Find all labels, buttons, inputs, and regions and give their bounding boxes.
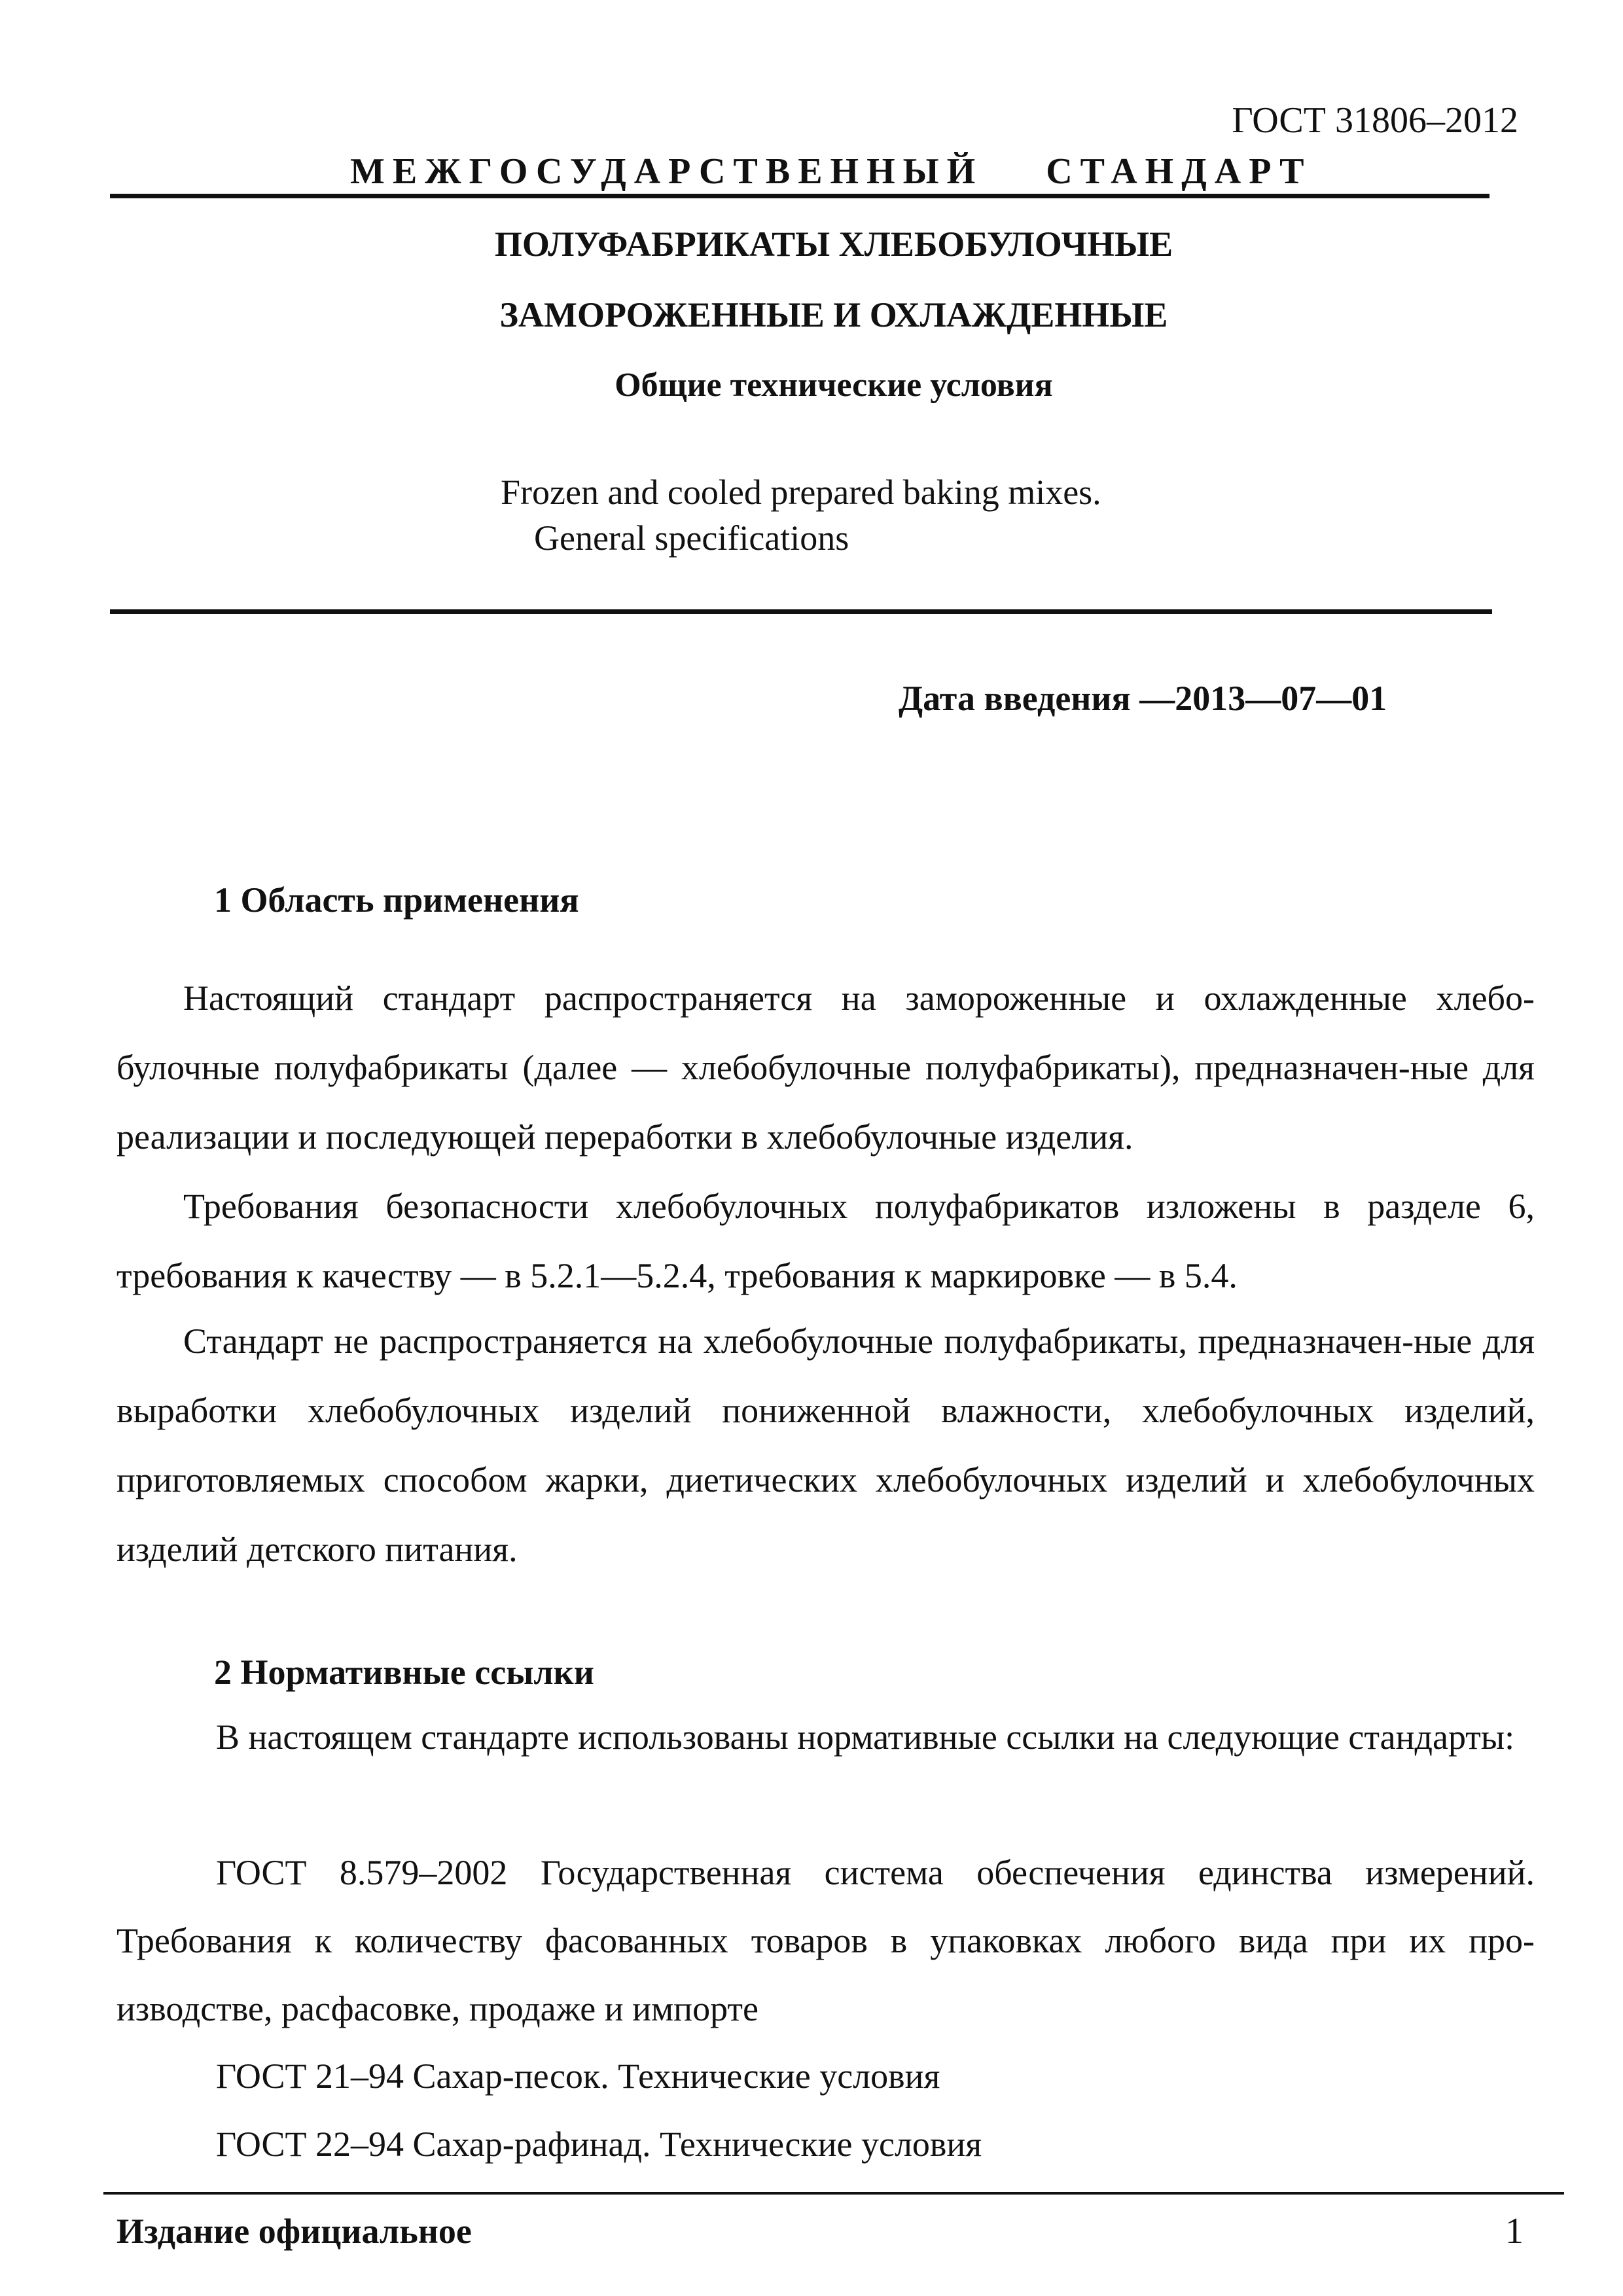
page-number: 1 xyxy=(1505,2211,1524,2251)
section-2-paragraph-4: ГОСТ 22–94 Сахар-рафинад. Технические условия xyxy=(216,2125,982,2164)
header-rule xyxy=(110,194,1489,198)
section-1-paragraph-1: Настоящий стандарт распространяется на замороженные и охлажденные хлебо-булочные полуфабрикаты (далее — хлебобулочные полуфабрикаты), предназначен-ные для реализации и последующей переработки в хлебобулочные изделия. xyxy=(116,978,1535,1157)
section-2-paragraph-1: В настоящем стандарте использованы нормативные ссылки на следующие стандарты: xyxy=(216,1717,1515,1757)
english-title-line-1: Frozen and cooled prepared baking mixes. xyxy=(501,473,1101,512)
interstate-standard-heading xyxy=(350,148,1311,195)
section-1-paragraph-3: Стандарт не распространяется на хлебобулочные полуфабрикаты, предназначен-ные для выработки хлебобулочных изделий пониженной влажности, хлебобулочных изделий, приготовляемых способом жарки, диетических хлебобулочных изделий и хлебобулочных изделий детского питания. xyxy=(116,1321,1535,1569)
section-2-paragraph-2: ГОСТ 8.579–2002 Государственная система обеспечения единства измерений. Требования к количеству фасованных товаров в упаковках любого вида при их про-изводстве, расфасовке, продаже и импорте xyxy=(116,1853,1535,2028)
title-subtitle: Общие технические условия xyxy=(615,367,1053,404)
title-line-1: ПОЛУФАБРИКАТЫ ХЛЕБОБУЛОЧНЫЕ xyxy=(494,224,1173,264)
section-2-heading: 2 Нормативные ссылки xyxy=(214,1653,594,1692)
interstate-word: МЕЖГОСУДАРСТВЕННЫЙ xyxy=(350,151,984,192)
footer-rule xyxy=(103,2192,1564,2195)
section-1-heading: 1 Область применения xyxy=(214,880,579,920)
standard-word: СТАНДАРТ xyxy=(1046,151,1312,192)
title-rule xyxy=(110,609,1492,614)
english-title-line-2: General specifications xyxy=(534,518,849,558)
section-2-paragraph-3: ГОСТ 21–94 Сахар-песок. Технические условия xyxy=(216,2056,940,2096)
section-1-paragraph-2: Требования безопасности хлебобулочных полуфабрикатов изложены в разделе 6, требования к качеству — в 5.2.1—5.2.4, требования к маркировке — в 5.4. xyxy=(116,1187,1535,1295)
document-number: ГОСТ 31806–2012 xyxy=(1232,100,1518,141)
footer-official-edition: Издание официальное xyxy=(116,2212,472,2251)
title-line-2: ЗАМОРОЖЕННЫЕ И ОХЛАЖДЕННЫЕ xyxy=(499,295,1168,334)
introduction-date: Дата введения —2013—07—01 xyxy=(899,679,1387,718)
